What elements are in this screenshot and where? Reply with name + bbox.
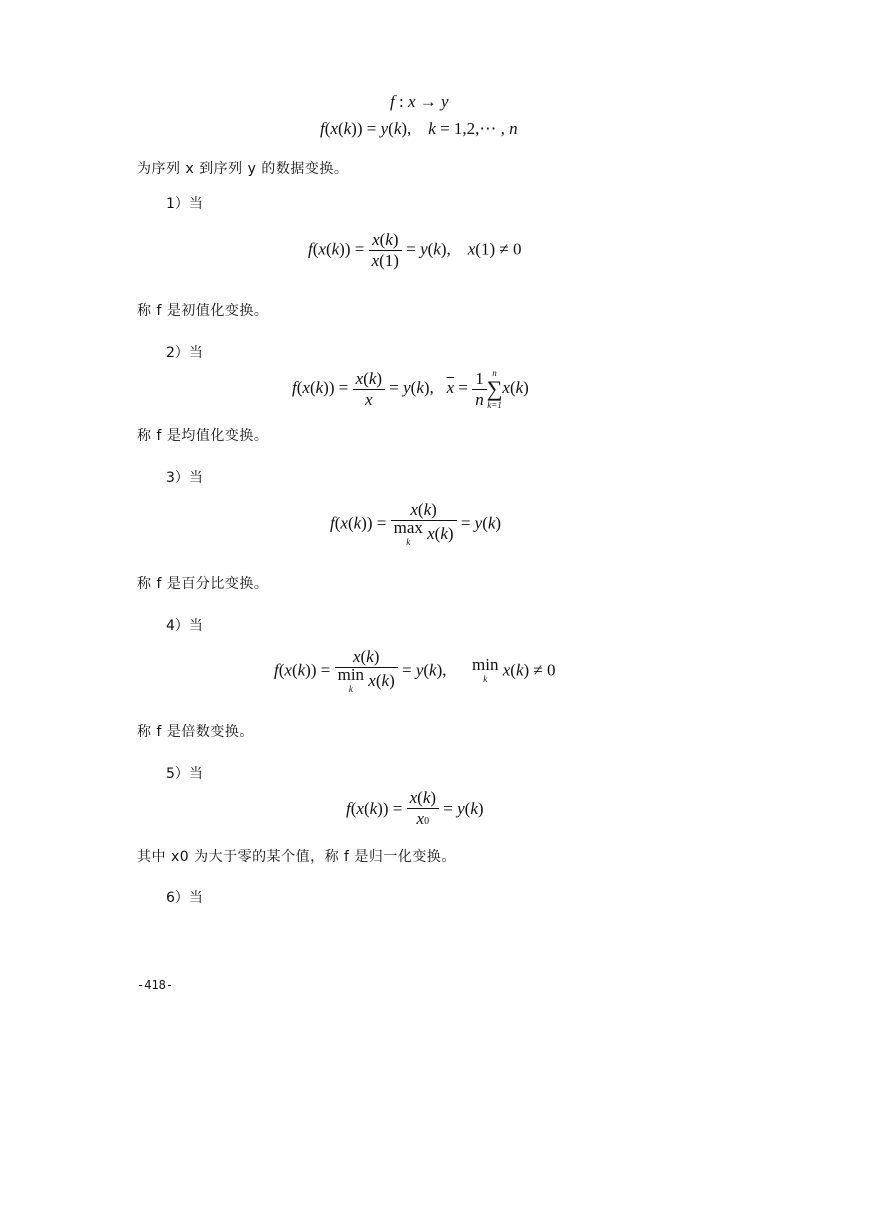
case-3-conclusion: 称 f 是百分比变换。 <box>137 576 269 592</box>
case-4-label: 4）当 <box>166 618 203 634</box>
case-1-label: 1）当 <box>166 196 203 212</box>
equation-definition: f(x(k)) = y(k), k = 1,2,⋯ , n <box>320 119 518 138</box>
case-5-conclusion: 其中 x0 为大于零的某个值，称 f 是归一化变换。 <box>137 849 456 865</box>
equation-case-5: f(x(k)) = $\frac{x(k)}{x0}$ = y(k) <box>346 788 484 828</box>
case-1-conclusion: 称 f 是初值化变换。 <box>137 303 269 319</box>
page-number: -418- <box>137 978 174 992</box>
case-2-label: 2）当 <box>166 345 203 361</box>
case-4-conclusion: 称 f 是倍数变换。 <box>137 724 254 740</box>
case-2-conclusion: 称 f 是均值化变换。 <box>137 428 269 444</box>
equation-case-3: f(x(k)) = x(k) max k x(k) = y(k) <box>330 500 502 547</box>
equation-case-2: f(x(k)) = $\frac{x(k)}{x}$ = y(k), $\overline{x}$ = $\frac{1}{n}$ n ∑ k=1 x(k) <box>292 368 529 410</box>
equation-case-4: f(x(k)) = x(k) min k x(k) = y(k), min k x(k) ≠ 0 <box>274 647 556 694</box>
case-3-label: 3）当 <box>166 470 203 486</box>
case-6-label: 6）当 <box>166 890 203 906</box>
equation-case-1: f(x(k)) = $\frac{x(k)}{x(1)}$ = y(k), x(1) ≠ 0 <box>308 230 522 270</box>
case-5-label: 5）当 <box>166 766 203 782</box>
intro-caption: 为序列 x 到序列 y 的数据变换。 <box>137 161 349 177</box>
equation-mapping: f : x → y <box>390 92 449 111</box>
